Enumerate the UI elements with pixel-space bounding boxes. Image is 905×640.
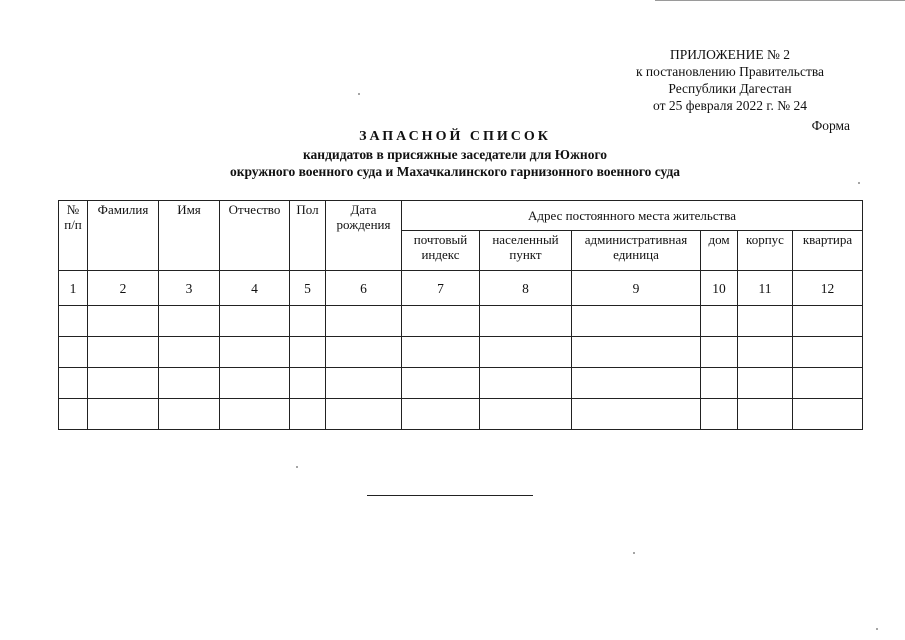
header-address: Адрес постоянного места жительства	[402, 201, 863, 231]
table-cell	[572, 368, 701, 399]
table-cell	[290, 337, 326, 368]
candidates-table	[58, 200, 863, 430]
table-cell	[326, 368, 402, 399]
table-cell	[701, 306, 738, 337]
table-cell	[59, 337, 88, 368]
table-cell	[480, 337, 572, 368]
header-sex: Пол	[290, 201, 326, 271]
table-cell	[572, 306, 701, 337]
scan-speck	[858, 182, 860, 184]
title-subtitle-1: кандидатов в присяжные заседатели для Южного	[302, 147, 607, 162]
header-name: Имя	[159, 201, 220, 271]
table-cell	[793, 399, 863, 430]
table-cell	[159, 368, 220, 399]
table-cell	[220, 306, 290, 337]
table-cell	[480, 368, 572, 399]
table-cell	[159, 337, 220, 368]
table-cell	[738, 337, 793, 368]
table-cell	[402, 306, 480, 337]
column-number: 5	[290, 271, 326, 306]
document-title	[0, 128, 905, 180]
appendix-date: от 25 февраля 2022 г. № 24	[653, 98, 807, 113]
scan-edge-line	[655, 0, 905, 1]
column-number: 11	[738, 271, 793, 306]
title-main: ЗАПАСНОЙ СПИСОК	[359, 129, 551, 144]
column-number: 12	[793, 271, 863, 306]
table-cell	[220, 337, 290, 368]
form-label: Форма	[811, 118, 850, 133]
table-cell	[88, 399, 159, 430]
table-row	[59, 368, 863, 399]
table-cell	[290, 368, 326, 399]
column-number: 10	[701, 271, 738, 306]
table-cell	[220, 368, 290, 399]
scan-speck	[358, 93, 360, 95]
table-row	[59, 337, 863, 368]
table-row	[59, 399, 863, 430]
header-apartment: квартира	[793, 231, 863, 271]
header-locality: населенный пункт	[480, 231, 572, 271]
scan-speck	[876, 628, 878, 630]
header-patronymic: Отчество	[220, 201, 290, 271]
column-number: 1	[59, 271, 88, 306]
column-number: 3	[159, 271, 220, 306]
table-cell	[701, 337, 738, 368]
table-cell	[402, 399, 480, 430]
table-cell	[159, 306, 220, 337]
table-cell	[402, 337, 480, 368]
table-cell	[59, 399, 88, 430]
column-number: 9	[572, 271, 701, 306]
table-cell	[326, 306, 402, 337]
table-cell	[572, 337, 701, 368]
appendix-title: ПРИЛОЖЕНИЕ № 2	[669, 47, 791, 62]
title-subtitle-2: окружного военного суда и Махачкалинского гарнизонного военного суда	[229, 164, 681, 179]
header-house: дом	[701, 231, 738, 271]
table-cell	[59, 306, 88, 337]
header-num: № п/п	[59, 201, 88, 271]
table-cell	[480, 306, 572, 337]
table-row	[59, 306, 863, 337]
table-cell	[326, 337, 402, 368]
table-cell	[480, 399, 572, 430]
table-cell	[220, 399, 290, 430]
table-cell	[290, 306, 326, 337]
column-number: 2	[88, 271, 159, 306]
column-number: 4	[220, 271, 290, 306]
appendix-header	[600, 46, 860, 114]
table-cell	[701, 399, 738, 430]
header-admin: административная единица	[572, 231, 701, 271]
table-cell	[59, 368, 88, 399]
table-cell	[793, 306, 863, 337]
table-cell	[326, 399, 402, 430]
header-building: корпус	[738, 231, 793, 271]
table-cell	[793, 337, 863, 368]
header-birthdate: Дата рождения	[326, 201, 402, 271]
column-number: 6	[326, 271, 402, 306]
table-cell	[402, 368, 480, 399]
scan-speck	[633, 552, 635, 554]
table-cell	[572, 399, 701, 430]
column-number: 8	[480, 271, 572, 306]
column-number: 7	[402, 271, 480, 306]
table-cell	[88, 368, 159, 399]
table-cell	[159, 399, 220, 430]
header-surname: Фамилия	[88, 201, 159, 271]
table-cell	[88, 306, 159, 337]
table-cell	[88, 337, 159, 368]
scan-speck	[296, 466, 298, 468]
signature-line	[367, 495, 533, 496]
table-cell	[701, 368, 738, 399]
table-cell	[738, 306, 793, 337]
header-postal: почтовый индекс	[402, 231, 480, 271]
column-numbers-row	[59, 271, 863, 306]
table-cell	[738, 399, 793, 430]
appendix-region: Республики Дагестан	[668, 81, 792, 96]
table-cell	[738, 368, 793, 399]
appendix-decree: к постановлению Правительства	[635, 64, 825, 79]
table-cell	[290, 399, 326, 430]
table-cell	[793, 368, 863, 399]
